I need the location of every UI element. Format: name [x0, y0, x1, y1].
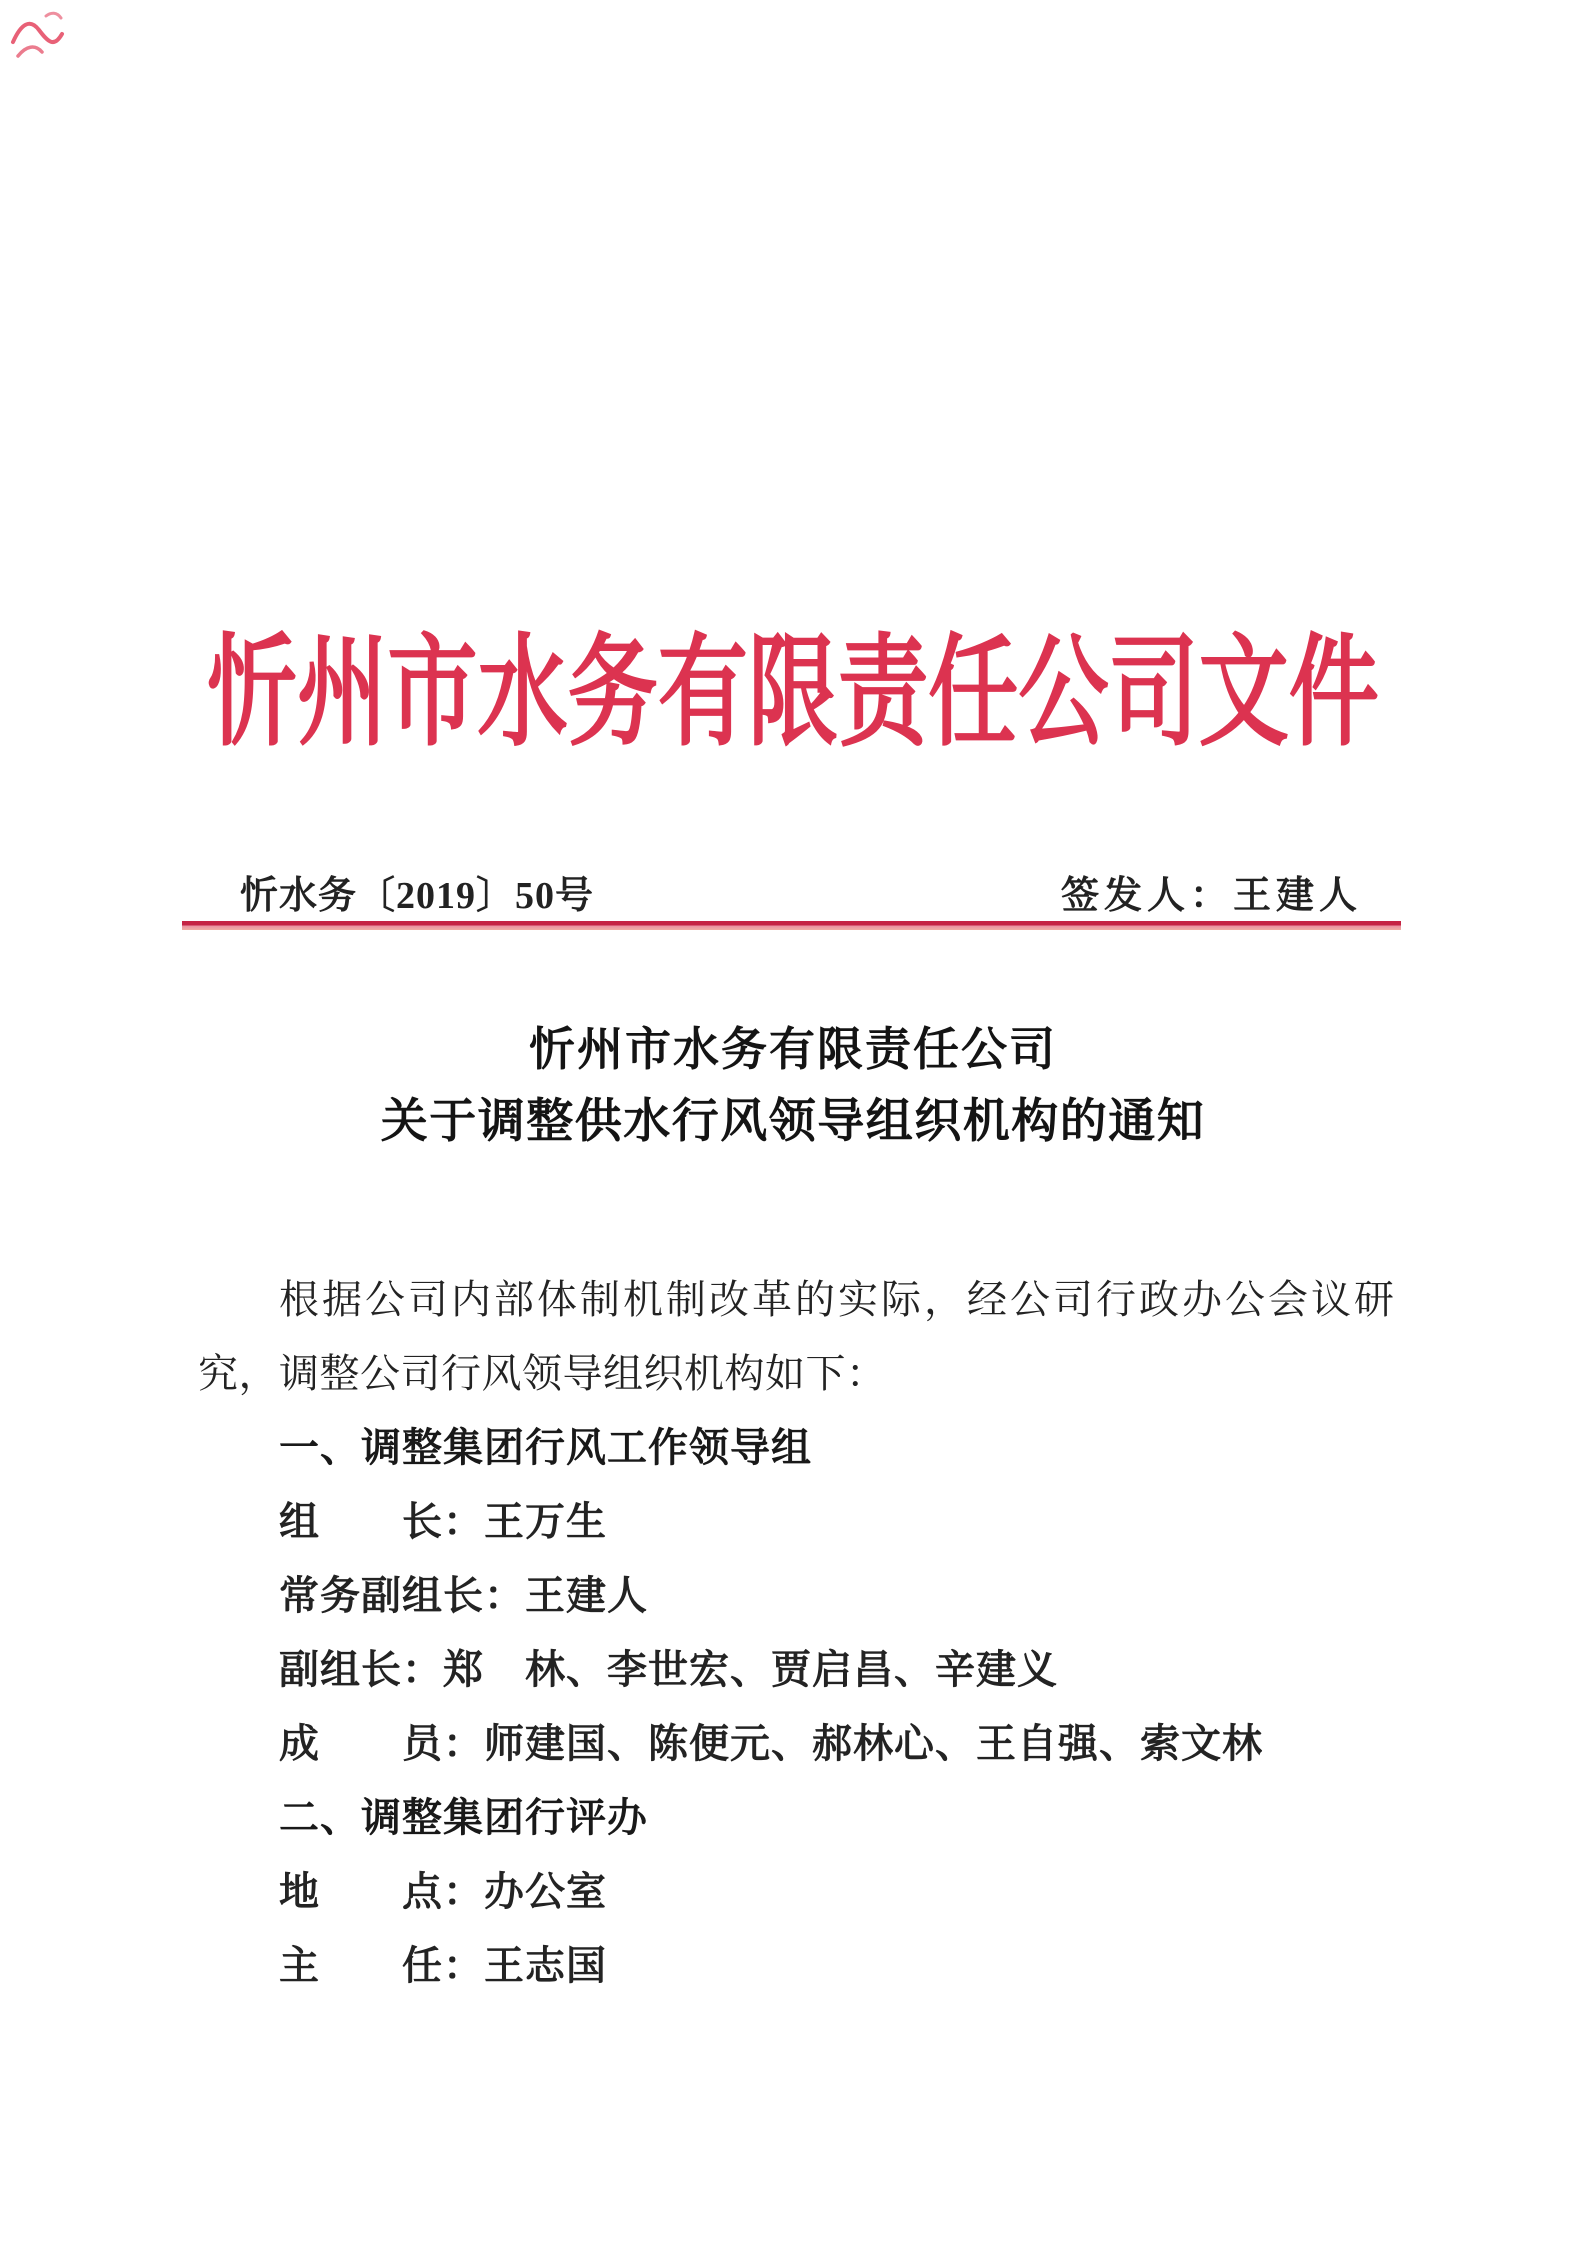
body-line-section-1: 一、调整集团行风工作领导组	[279, 1425, 812, 1470]
meta-row	[0, 874, 1586, 918]
body-line: 副组长：郑 林、李世宏、贾启昌、辛建义	[279, 1647, 1058, 1692]
body-line: 常务副组长：王建人	[279, 1573, 648, 1618]
body-line-section-2: 二、调整集团行评办	[279, 1795, 648, 1840]
body-line: 主 任：王志国	[279, 1943, 607, 1988]
body-line: 组 长：王万生	[279, 1499, 607, 1544]
red-divider-rule	[182, 921, 1401, 930]
signer-label: 签发人：王建人	[1060, 875, 1362, 917]
doc-title-line2: 关于调整供水行风领导组织机构的通知	[380, 1096, 1206, 1148]
body-text-block	[198, 1263, 1398, 2003]
body-line: 成 员：师建国、陈便元、郝林心、王自强、索文林	[279, 1721, 1263, 1766]
letterhead-title: 忻州市水务有限责任公司文件	[207, 627, 1379, 761]
body-line: 究，调整公司行风领导组织机构如下：	[198, 1351, 887, 1396]
body-line: 地 点：办公室	[279, 1869, 607, 1914]
body-line: 根据公司内部体制机制改革的实际，经公司行政办公会议研	[279, 1277, 1397, 1322]
doc-number: 忻水务〔2019〕50号	[240, 875, 595, 917]
doc-title-line1: 忻州市水务有限责任公司	[529, 1024, 1057, 1075]
red-pen-scribble-icon	[8, 6, 68, 64]
